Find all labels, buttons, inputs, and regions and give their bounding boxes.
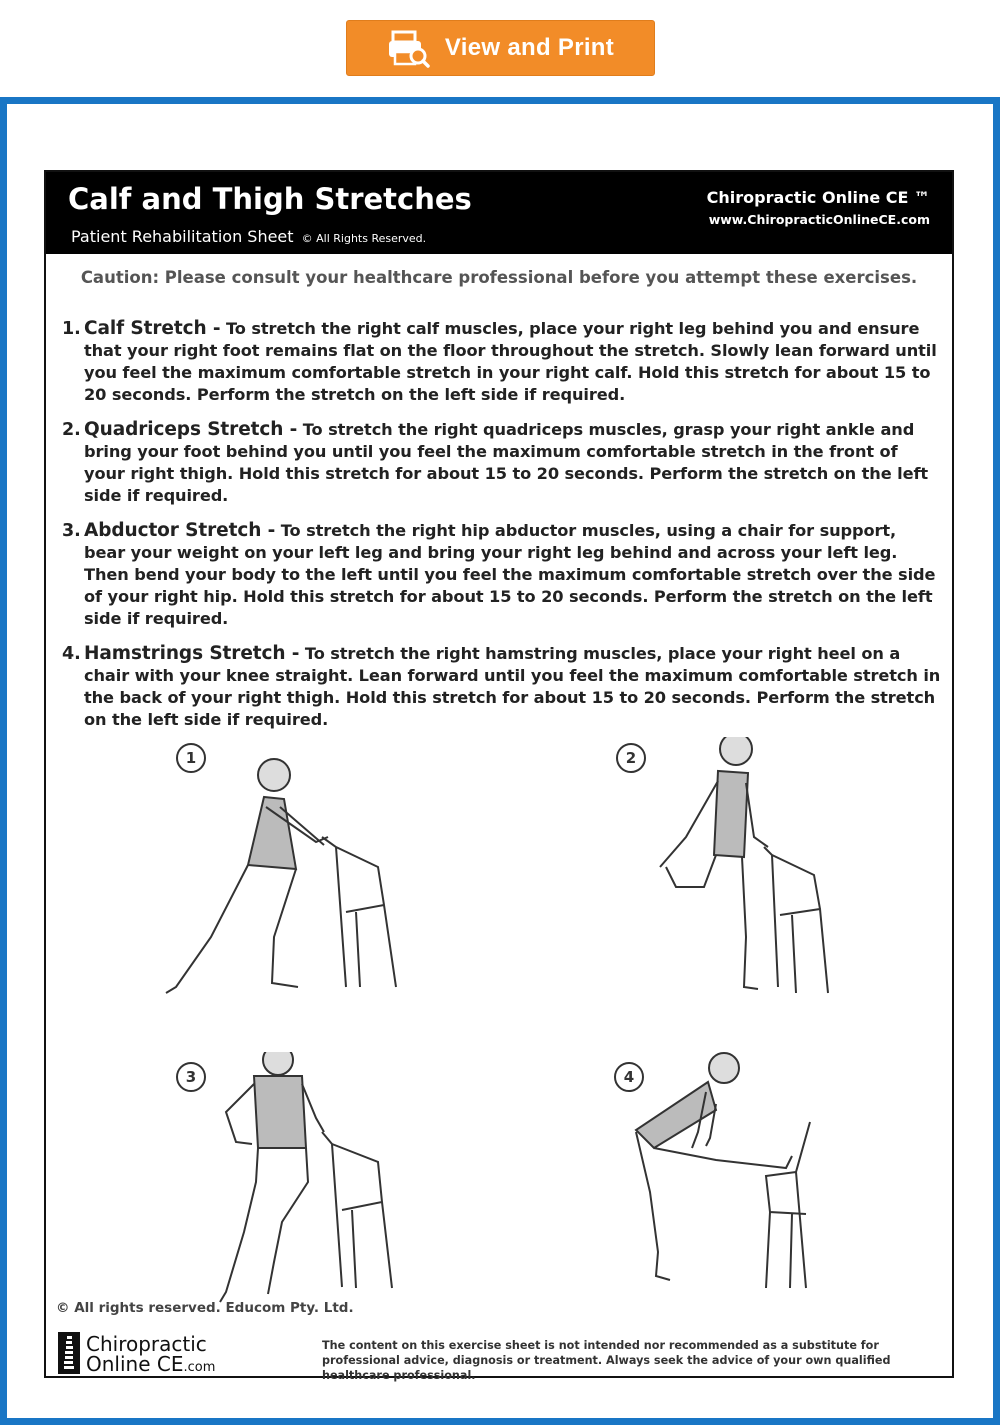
step-name: Quadriceps Stretch - [84, 419, 298, 440]
figure-badge: 2 [616, 743, 646, 773]
sheet-header [46, 172, 952, 254]
calf-stretch-illustration [156, 737, 446, 1017]
calf-stretch-figure [156, 737, 446, 1017]
rights-text: © All Rights Reserved. [301, 232, 427, 245]
step-text [84, 643, 942, 731]
step-description: To stretch the right hamstring muscles, place your right heel on a chair with your knee straight. Lean forward until you feel the maximum comfortable stretch in the back of your right thigh. Hold this stretch for about 15 to 20 seconds. Perform the stretch on the left side if required. [84, 644, 941, 729]
logo-line2-text: Online CE [86, 1352, 184, 1376]
figure-badge: 1 [176, 743, 206, 773]
step-text [84, 318, 942, 406]
top-bar [0, 0, 1000, 97]
step-name: Calf Stretch - [84, 318, 221, 339]
abductor-stretch-figure [156, 1052, 446, 1332]
hamstrings-stretch-illustration [596, 1052, 886, 1332]
subtitle-text: Patient Rehabilitation Sheet [71, 227, 294, 246]
disclaimer-text: The content on this exercise sheet is not intended nor recommended as a substitute for professional advice, diagnosis or treatment. Always seek the advice of your own qualified healthcare professional. [322, 1339, 891, 1382]
step-description: To stretch the right quadriceps muscles, grasp your right ankle and bring your foot behind you until you feel the maximum comfortable stretch in the front of your right thigh. Hold this stretch for about 15 to 20 seconds. Perform the stretch on the left side if required. [84, 420, 929, 505]
view-and-print-label: View and Print [444, 34, 615, 61]
abductor-stretch-illustration [156, 1052, 446, 1332]
logo-line1: Chiropractic [86, 1332, 207, 1356]
quadriceps-stretch-illustration [596, 737, 886, 1017]
step-list [62, 318, 942, 744]
figure-badge: 3 [176, 1062, 206, 1092]
hamstrings-stretch-figure [596, 1052, 886, 1332]
step-description: To stretch the right calf muscles, place your right leg behind you and ensure that your right foot remains flat on the floor throughout the stretch. Slowly lean forward until you feel the maximum comfortable stretch in your right calf. Hold this stretch for about 15 to 20 seconds. Perform the stretch on the left side if required. [84, 319, 937, 404]
website-url: www.ChiropracticOnlineCE.com [708, 212, 930, 227]
step-text [84, 520, 942, 630]
brand-name: Chiropractic Online CE ™ [706, 188, 930, 207]
step-name: Hamstrings Stretch - [84, 643, 300, 664]
step-number: 4. [62, 644, 81, 664]
exercise-sheet [44, 170, 954, 1382]
spine-logo-icon [58, 1332, 80, 1374]
logo-suffix: .com [183, 1360, 216, 1375]
step-number: 1. [62, 319, 81, 339]
step-name: Abductor Stretch - [84, 520, 276, 541]
sheet-subtitle [71, 227, 426, 246]
print-preview-icon [387, 28, 431, 68]
figure-badge: 4 [614, 1062, 644, 1092]
step-item [62, 318, 942, 406]
step-item [62, 419, 942, 507]
step-number: 3. [62, 521, 81, 541]
step-number: 2. [62, 420, 81, 440]
logo-line2 [86, 1352, 215, 1376]
step-text [84, 419, 942, 507]
footer-logo [58, 1330, 298, 1376]
step-item [62, 643, 942, 731]
caution-text: Caution: Please consult your healthcare professional before you attempt these exercises. [80, 268, 918, 287]
step-item [62, 520, 942, 630]
view-and-print-button[interactable] [346, 20, 655, 76]
copyright-text: © All rights reserved. Educom Pty. Ltd. [56, 1300, 354, 1316]
quadriceps-stretch-figure [596, 737, 886, 1017]
sheet-title: Calf and Thigh Stretches [68, 182, 472, 216]
step-description: To stretch the right hip abductor muscles, using a chair for support, bear your weight on your left leg and bring your right leg behind and across your left leg. Then bend your body to the left until you feel the maximum comfortable stretch over the side of your right hip. Hold this stretch for about 15 to 20 seconds. Perform the stretch on the left side if required. [84, 521, 936, 628]
